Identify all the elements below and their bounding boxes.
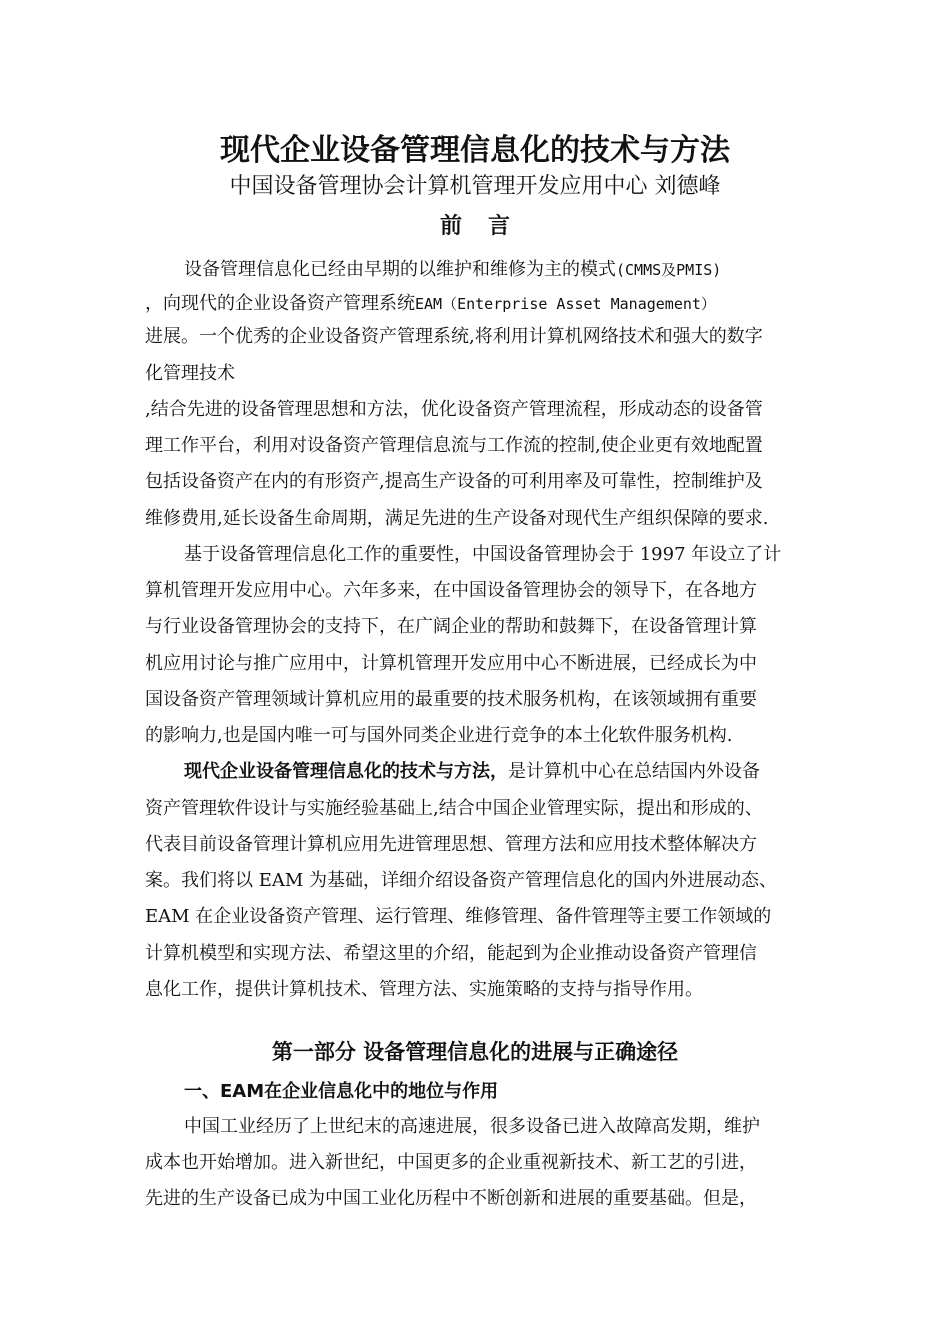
paragraph-line: 中国工业经历了上世纪末的高速进展，很多设备已进入故障高发期，维护 xyxy=(184,1116,760,1137)
document-title: 现代企业设备管理信息化的技术与方法 xyxy=(220,133,730,168)
paragraph-line: 的影响力,也是国内唯一可与国外同类企业进行竞争的本土化软件服务机构. xyxy=(145,725,733,746)
paragraph-line: EAM 在企业设备资产管理、运行管理、维修管理、备件管理等主要工作领域的 xyxy=(145,906,772,927)
paragraph-line: 维修费用,延长设备生命周期，满足先进的生产设备对现代生产组织保障的要求. xyxy=(145,508,769,529)
paragraph-line: 化管理技术 xyxy=(145,363,235,384)
paragraph-line: 先进的生产设备已成为中国工业化历程中不断创新和进展的重要基础。但是， xyxy=(145,1188,757,1209)
section-heading: 一、EAM在企业信息化中的地位与作用 xyxy=(184,1081,499,1102)
text-span: 设备管理信息化已经由早期的以维护和维修为主的模式 xyxy=(184,259,616,280)
text-span: EAM（Enterprise Asset Management） xyxy=(415,295,716,313)
paragraph-line: 国设备资产管理领域计算机应用的最重要的技术服务机构，在该领域拥有重要 xyxy=(145,689,757,710)
paragraph-line: 进展。一个优秀的企业设备资产管理系统,将利用计算机网络技术和强大的数字 xyxy=(145,326,763,347)
text-span: ，向现代的企业设备资产管理系统 xyxy=(145,293,415,314)
paragraph-line: 机应用讨论与推广应用中，计算机管理开发应用中心不断进展，已经成长为中 xyxy=(145,653,757,674)
paragraph-line xyxy=(184,257,721,283)
preface-heading: 前言 xyxy=(439,213,536,239)
paragraph-line: 算机管理开发应用中心。六年多来，在中国设备管理协会的领导下，在各地方 xyxy=(145,580,757,601)
text-span: (CMMS及PMIS) xyxy=(616,261,722,279)
paragraph-line xyxy=(145,291,716,317)
paragraph-line: 与行业设备管理协会的支持下，在广阔企业的帮助和鼓舞下，在设备管理计算 xyxy=(145,616,757,637)
emphasis-text: 现代企业设备管理信息化的技术与方法， xyxy=(184,761,508,782)
text-span: 是计算机中心在总结国内外设备 xyxy=(508,761,760,782)
part-heading: 第一部分 设备管理信息化的进展与正确途径 xyxy=(271,1039,679,1064)
paragraph-line xyxy=(184,759,760,785)
paragraph-line: ,结合先进的设备管理思想和方法，优化设备资产管理流程，形成动态的设备管 xyxy=(145,399,763,420)
document-author: 中国设备管理协会计算机管理开发应用中心 刘德峰 xyxy=(229,174,721,199)
paragraph-line: 资产管理软件设计与实施经验基础上,结合中国企业管理实际，提出和形成的、 xyxy=(145,798,763,819)
paragraph-line: 包括设备资产在内的有形资产,提高生产设备的可利用率及可靠性，控制维护及 xyxy=(145,471,763,492)
paragraph-line: 息化工作，提供计算机技术、管理方法、实施策略的支持与指导作用。 xyxy=(145,979,703,1000)
paragraph-line: 理工作平台，利用对设备资产管理信息流与工作流的控制,使企业更有效地配置 xyxy=(145,435,763,456)
paragraph-line: 成本也开始增加。进入新世纪，中国更多的企业重视新技术、新工艺的引进， xyxy=(145,1152,757,1173)
paragraph-line: 计算机模型和实现方法、希望这里的介绍，能起到为企业推动设备资产管理信 xyxy=(145,943,757,964)
paragraph-line: 案。我们将以 EAM 为基础，详细介绍设备资产管理信息化的国内外进展动态、 xyxy=(145,870,778,891)
paragraph-line: 代表目前设备管理计算机应用先进管理思想、管理方法和应用技术整体解决方 xyxy=(145,834,757,855)
paragraph-line: 基于设备管理信息化工作的重要性，中国设备管理协会于 1997 年设立了计 xyxy=(184,544,782,565)
